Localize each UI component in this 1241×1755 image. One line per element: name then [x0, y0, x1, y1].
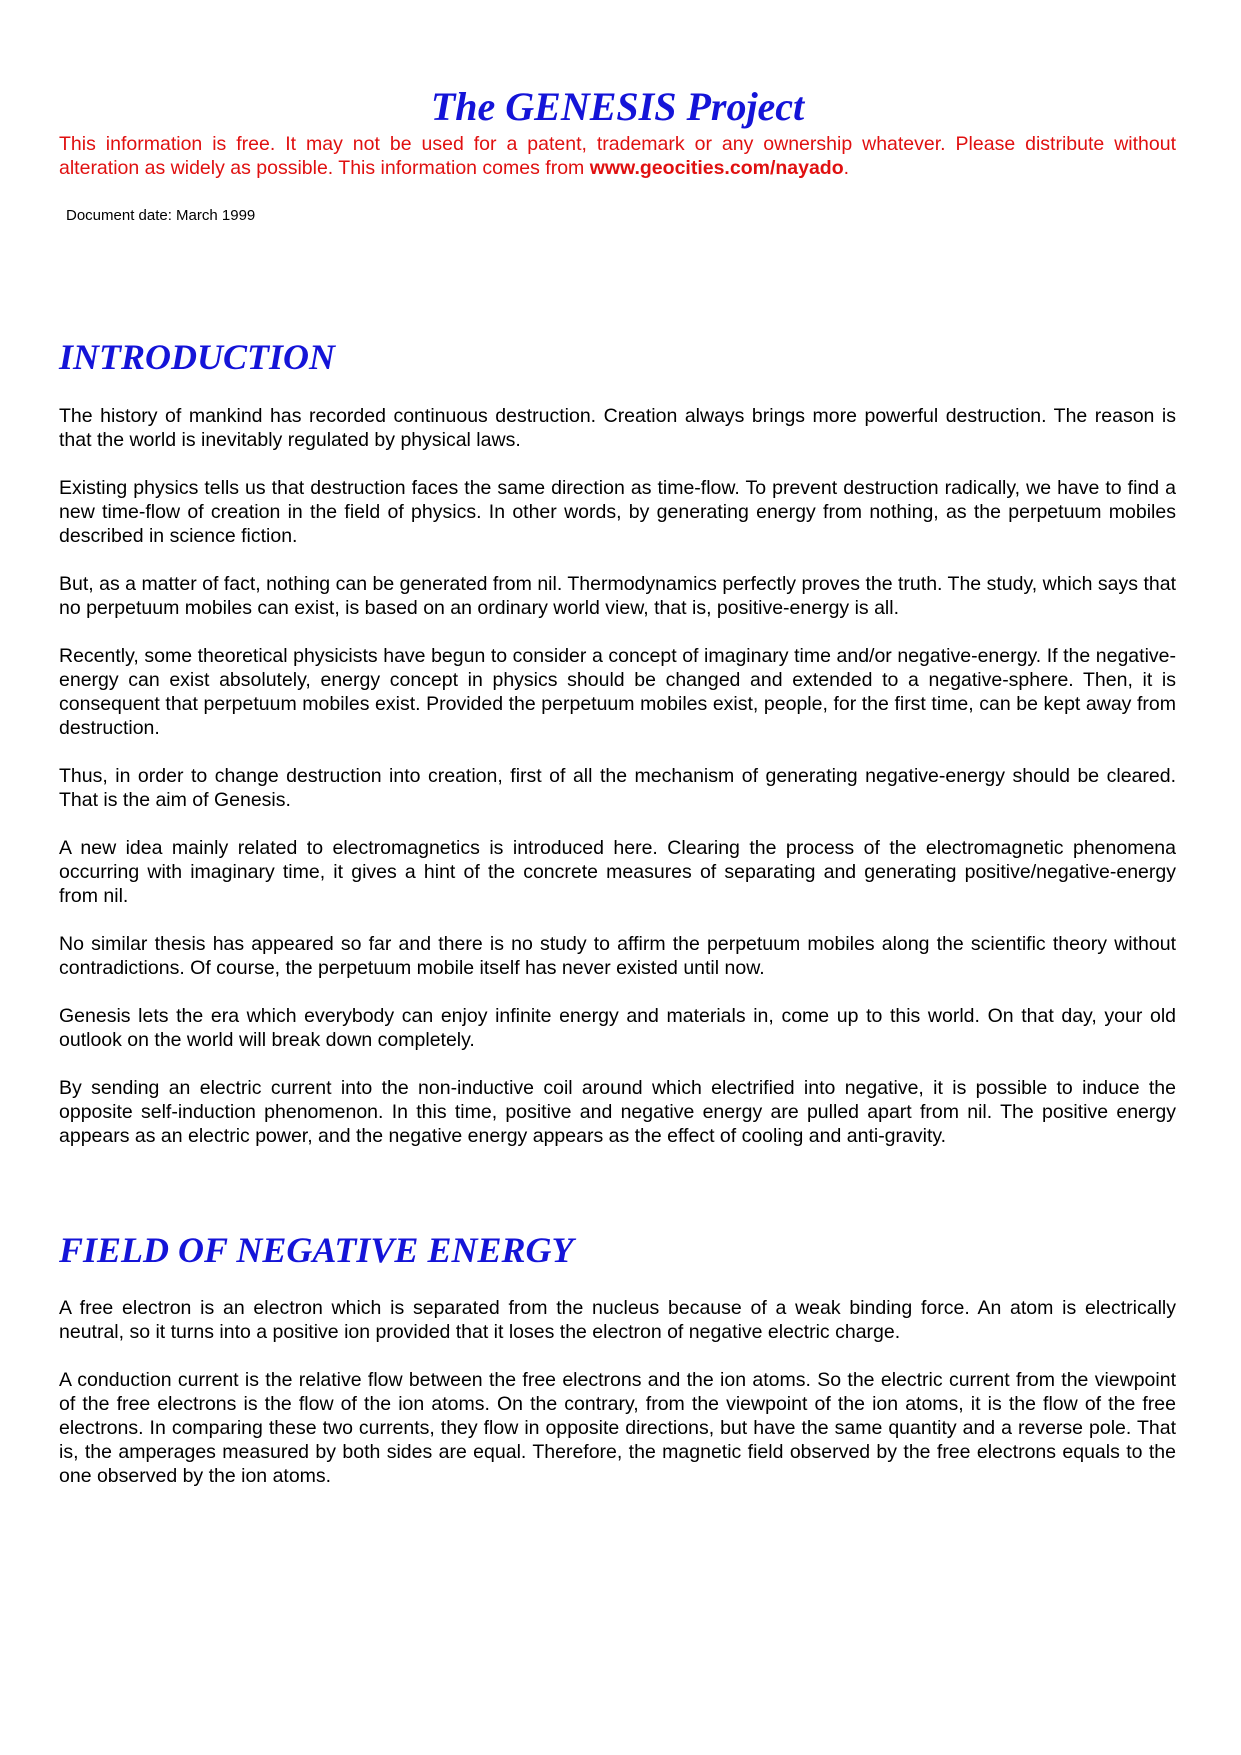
page-title: The GENESIS Project [430, 83, 805, 129]
license-notice [59, 132, 1176, 180]
document-date: Document date: March 1999 [66, 207, 256, 224]
license-notice-period: . [843, 157, 850, 179]
paragraph: A free electron is an electron which is separated from the nucleus because of a weak binding force. An atom is electrically neutral, so it turns into a positive ion provided that it loses the electron of negative electric charge. [59, 1297, 1176, 1343]
paragraph: A new idea mainly related to electromagnetics is introduced here. Clearing the process of the electromagnetic phenomena occurring with imaginary time, it gives a hint of the concrete measures of separating and generating positive/negative-energy from nil. [59, 837, 1176, 907]
paragraph: A conduction current is the relative flow between the free electrons and the ion atoms. So the electric current from the viewpoint of the free electrons is the flow of the ion atoms. On the contrary, from the viewpoint of the ion atoms, it is the flow of the free electrons. In comparing these two currents, they flow in opposite directions, but have the same quantity and a reverse pole. That is, the amperages measured by both sides are equal. Therefore, the magnetic field observed by the free electrons equals to the one observed by the ion atoms. [59, 1369, 1176, 1487]
paragraph: No similar thesis has appeared so far and there is no study to affirm the perpetuum mobiles along the scientific theory without contradictions. Of course, the perpetuum mobile itself has never existed until now. [59, 933, 1176, 979]
paragraph: Existing physics tells us that destruction faces the same direction as time-flow. To prevent destruction radically, we have to find a new time-flow of creation in the field of physics. In other words, by generating energy from nothing, as the perpetuum mobiles described in science fiction. [59, 477, 1176, 547]
paragraph: Recently, some theoretical physicists have begun to consider a concept of imaginary time and/or negative-energy. If the negative-energy can exist absolutely, energy concept in physics should be changed and extended to a negative-sphere. Then, it is consequent that perpetuum mobiles exist. Provided the perpetuum mobiles exist, people, for the first time, can be kept away from destruction. [59, 645, 1176, 739]
source-link[interactable]: www.geocities.com/nayado [589, 157, 844, 179]
paragraph: The history of mankind has recorded continuous destruction. Creation always brings more powerful destruction. The reason is that the world is inevitably regulated by physical laws. [59, 405, 1176, 451]
section-heading-introduction: INTRODUCTION [59, 337, 336, 377]
section-body-field-of-negative-energy [59, 1296, 1176, 1512]
paragraph: Thus, in order to change destruction into creation, first of all the mechanism of generating negative-energy should be cleared. That is the aim of Genesis. [59, 765, 1176, 811]
paragraph: But, as a matter of fact, nothing can be generated from nil. Thermodynamics perfectly proves the truth. The study, which says that no perpetuum mobiles can exist, is based on an ordinary world view, that is, positive-energy is all. [59, 573, 1176, 619]
license-notice-line2: alteration as widely as possible. This information comes from [59, 157, 590, 179]
section-heading-field-of-negative-energy: FIELD OF NEGATIVE ENERGY [59, 1230, 574, 1270]
license-notice-line1: This information is free. It may not be used for a patent, trademark or any ownership whatever. Please distribute without [59, 133, 1176, 155]
paragraph: By sending an electric current into the non-inductive coil around which electrified into negative, it is possible to induce the opposite self-induction phenomenon. In this time, positive and negative energy are pulled apart from nil. The positive energy appears as an electric power, and the negative energy appears as the effect of cooling and anti-gravity. [59, 1077, 1176, 1147]
paragraph: Genesis lets the era which everybody can enjoy infinite energy and materials in, come up to this world. On that day, your old outlook on the world will break down completely. [59, 1005, 1176, 1051]
section-body-introduction [59, 404, 1176, 1172]
